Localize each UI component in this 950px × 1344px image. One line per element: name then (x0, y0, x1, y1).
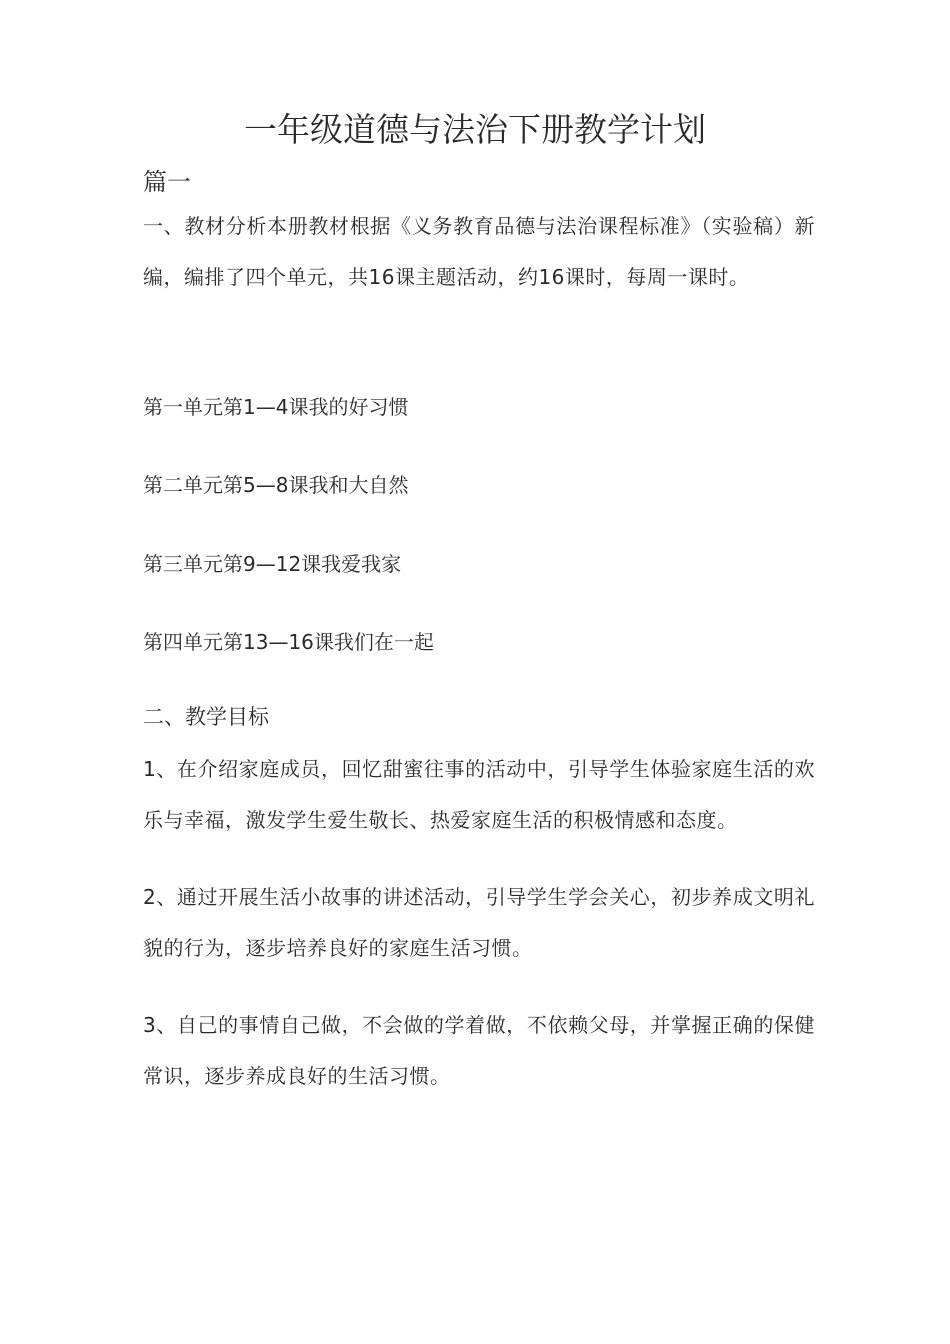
goal-paragraph-3: 3、自己的事情自己做，不会做的学着做，不依赖父母，并掌握正确的保健常识，逐步养成良好的生活习惯。 (143, 1013, 815, 1088)
unit-line-1: 第一单元第1—4课我的好习惯 (143, 395, 409, 419)
part-label: 篇一 (143, 168, 191, 196)
goal-paragraph-1: 1、在介绍家庭成员，回忆甜蜜往事的活动中，引导学生体验家庭生活的欢乐与幸福，激发学生爱生敬长、热爱家庭生活的积极情感和态度。 (143, 757, 815, 832)
goals-heading: 二、教学目标 (143, 705, 269, 729)
goal-paragraph-2: 2、通过开展生活小故事的讲述活动，引导学生学会关心，初步养成文明礼貌的行为，逐步培养良好的家庭生活习惯。 (143, 885, 815, 960)
intro-paragraph: 一、教材分析本册教材根据《义务教育品德与法治课程标准》（实验稿）新编，编排了四个单元，共16课主题活动，约16课时，每周一课时。 (143, 214, 815, 289)
unit-line-4: 第四单元第13—16课我们在一起 (143, 630, 434, 654)
document-title: 一年级道德与法治下册教学计划 (244, 110, 706, 149)
unit-line-2: 第二单元第5—8课我和大自然 (143, 473, 409, 497)
unit-line-3: 第三单元第9—12课我爱我家 (143, 552, 402, 576)
